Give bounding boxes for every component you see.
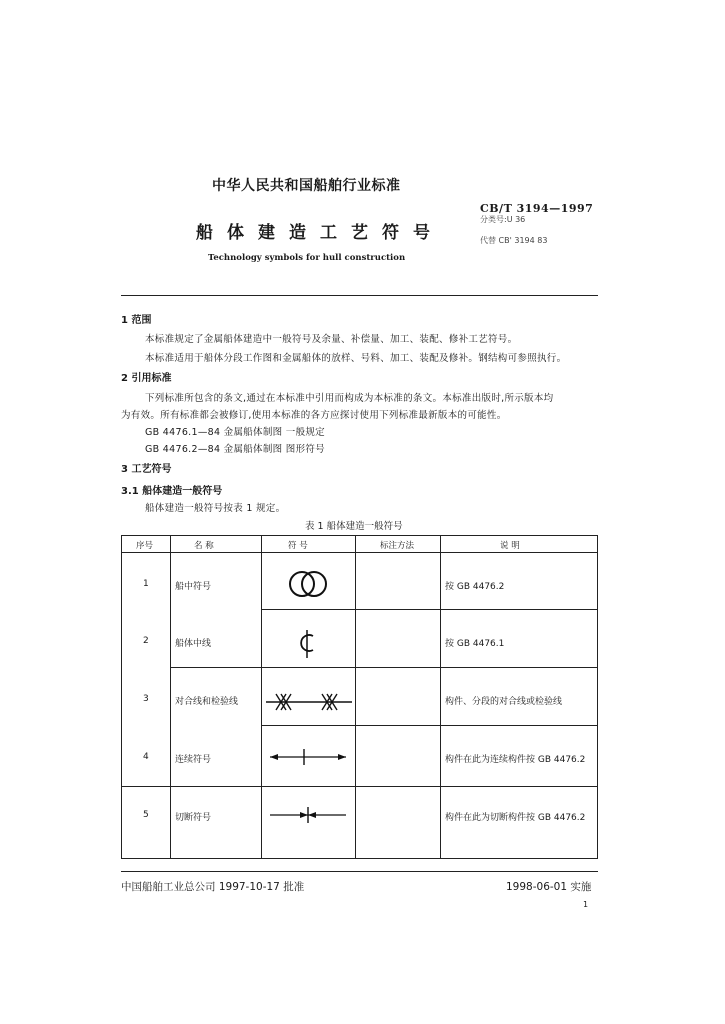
section-1-paragraph-2: 本标准适用于船体分段工作图和金属船体的放样、号料、加工、装配及修补。钢结构可参照执行。 [145,353,567,364]
effective-date: 1998-06-01 实施 [506,881,592,893]
standard-title-cn: 船体建造工艺符号 [196,223,444,243]
page-number: 1 [583,900,589,909]
centerline-symbol-icon [298,629,318,659]
section-3-title: 3 工艺符号 [121,464,172,475]
row-1-name: 船中符号 [175,582,212,592]
header-divider [122,552,597,553]
row-2-no: 2 [143,636,149,646]
row-1-no: 1 [143,579,149,589]
classification-number: 分类号:U 36 [480,215,526,224]
section-1-title: 1 范围 [121,315,152,326]
row-5-name: 切断符号 [175,813,212,823]
reference-standard-2: GB 4476.2—84 金属船体制图 图形符号 [145,444,325,455]
replaces-standard: 代替 CB' 3194 83 [480,236,548,245]
header-description: 说 明 [500,541,520,551]
standard-code: CB/T 3194—1997 [480,202,594,215]
section-2-title: 2 引用标准 [121,373,172,384]
continuous-symbol-icon [268,747,348,767]
row-divider [261,725,597,726]
row-3-description: 构件、分段的对合线或检验线 [445,697,563,707]
row-4-name: 连续符号 [175,755,212,765]
row-divider [261,609,597,610]
header-marking: 标注方法 [380,541,415,551]
header-rule [121,295,598,296]
section-2-paragraph-line-2: 为有效。所有标准都会被修订,使用本标准的各方应探讨使用下列标准最新版本的可能性。 [121,410,507,421]
column-divider [261,536,262,858]
row-5-description: 构件在此为切断构件按 GB 4476.2 [445,813,586,823]
table-caption: 表 1 船体建造一般符号 [305,521,403,532]
header-name: 名 称 [194,541,214,551]
row-4-no: 4 [143,752,149,762]
column-divider [170,536,171,858]
header-symbol: 符 号 [288,541,308,551]
approval-info: 中国船舶工业总公司 1997-10-17 批准 [121,881,305,893]
section-3-1-paragraph: 船体建造一般符号按表 1 规定。 [145,503,286,514]
check-line-symbol-icon [264,690,354,714]
footer-rule [121,871,598,872]
issuing-organization: 中华人民共和国船舶行业标准 [212,178,401,194]
column-divider [440,536,441,858]
row-3-no: 3 [143,694,149,704]
section-3-1-title: 3.1 船体建造一般符号 [121,486,223,497]
row-4-description: 构件在此为连续构件按 GB 4476.2 [445,755,586,765]
section-1-paragraph-1: 本标准规定了金属船体建造中一般符号及余量、补偿量、加工、装配、修补工艺符号。 [145,334,518,345]
row-divider [122,786,597,787]
row-divider [170,667,597,668]
header-no: 序号 [136,541,154,551]
standard-title-en: Technology symbols for hull construction [208,253,406,263]
column-divider [355,536,356,858]
reference-standard-1: GB 4476.1—84 金属船体制图 一般规定 [145,427,325,438]
row-1-description: 按 GB 4476.2 [445,582,505,592]
row-5-no: 5 [143,810,149,820]
midship-symbol-icon [288,564,328,604]
section-2-paragraph-line-1: 下列标准所包含的条文,通过在本标准中引用而构成为本标准的条文。本标准出版时,所示版本均 [145,393,554,404]
row-2-name: 船体中线 [175,639,212,649]
symbols-table [121,535,598,859]
cut-symbol-icon [268,805,348,825]
row-3-name: 对合线和检验线 [175,697,239,707]
row-2-description: 按 GB 4476.1 [445,639,505,649]
